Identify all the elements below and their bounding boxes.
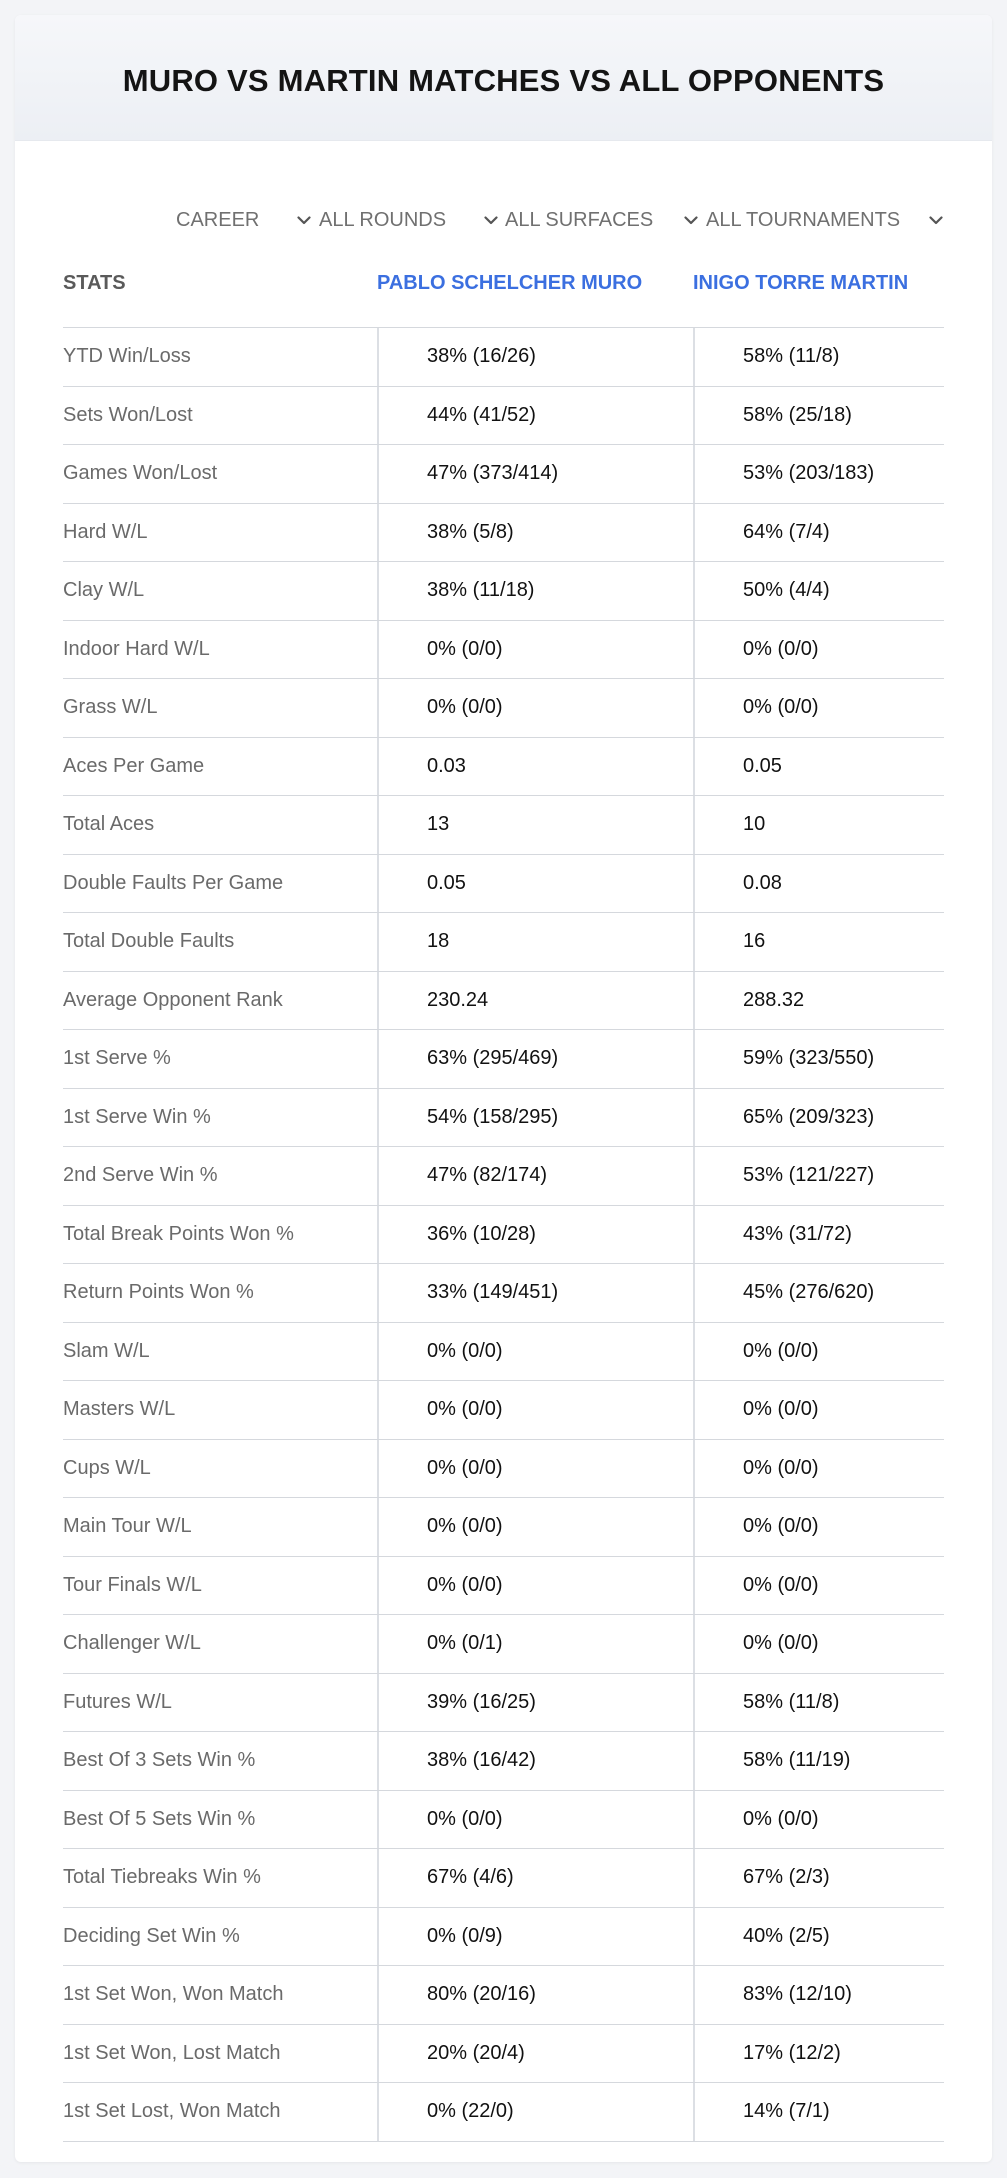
player2-value: 53% (121/227): [693, 1147, 944, 1205]
player1-value: 0% (0/0): [377, 621, 693, 679]
player2-value: 58% (11/8): [693, 1674, 944, 1732]
player1-value: 0% (0/0): [377, 1323, 693, 1381]
table-header: [63, 253, 944, 328]
table-row: [63, 504, 944, 563]
table-body: [63, 328, 944, 2142]
stat-label: 1st Set Won, Won Match: [63, 1983, 284, 2006]
chevron-down-icon: [483, 212, 499, 228]
table-row: [63, 1674, 944, 1733]
filter-rounds-dropdown[interactable]: [319, 200, 499, 240]
player2-value: 59% (323/550): [693, 1030, 944, 1088]
table-row: [63, 1381, 944, 1440]
filter-label: ALL ROUNDS: [319, 208, 447, 231]
chevron-down-icon: [683, 212, 699, 228]
table-row: [63, 1908, 944, 1967]
table-row: [63, 1147, 944, 1206]
stat-label: Best Of 5 Sets Win %: [63, 1807, 256, 1830]
player1-value: 38% (11/18): [377, 562, 693, 620]
table-row: [63, 855, 944, 914]
stats-card: [15, 15, 992, 2162]
stat-label: Clay W/L: [63, 579, 145, 602]
filter-bar: [15, 200, 992, 240]
stat-label: 1st Set Lost, Won Match: [63, 2100, 281, 2123]
stat-label: Total Break Points Won %: [63, 1222, 294, 1245]
player2-value: 67% (2/3): [693, 1849, 944, 1907]
player2-value: 0% (0/0): [693, 621, 944, 679]
table-row: [63, 1264, 944, 1323]
table-row: [63, 1732, 944, 1791]
player1-value: 20% (20/4): [377, 2025, 693, 2083]
table-row: [63, 328, 944, 387]
player1-value: 38% (16/42): [377, 1732, 693, 1790]
player1-value: 33% (149/451): [377, 1264, 693, 1322]
table-row: [63, 1498, 944, 1557]
table-row: [63, 387, 944, 446]
player1-value: 44% (41/52): [377, 387, 693, 445]
player2-value: 0% (0/0): [693, 1323, 944, 1381]
card-header: [15, 15, 992, 141]
stat-label: Challenger W/L: [63, 1632, 201, 1655]
player2-value: 40% (2/5): [693, 1908, 944, 1966]
player2-value: 83% (12/10): [693, 1966, 944, 2024]
table-row: [63, 1089, 944, 1148]
player1-value: 18: [377, 913, 693, 971]
chevron-down-icon: [928, 212, 944, 228]
filter-label: CAREER: [176, 208, 260, 231]
player2-value: 58% (25/18): [693, 387, 944, 445]
table-row: [63, 1557, 944, 1616]
player2-value: 14% (7/1): [693, 2083, 944, 2141]
player2-value: 64% (7/4): [693, 504, 944, 562]
stat-label: Double Faults Per Game: [63, 871, 284, 894]
table-row: [63, 445, 944, 504]
player2-value: 58% (11/8): [693, 328, 944, 386]
table-row: [63, 972, 944, 1031]
table-row: [63, 679, 944, 738]
player2-value: 65% (209/323): [693, 1089, 944, 1147]
table-row: [63, 738, 944, 797]
player1-value: 36% (10/28): [377, 1206, 693, 1264]
stat-label: Sets Won/Lost: [63, 403, 193, 426]
table-row: [63, 2083, 944, 2142]
player1-value: 0.05: [377, 855, 693, 913]
chevron-down-icon: [296, 212, 312, 228]
table-row: [63, 1849, 944, 1908]
player2-link[interactable]: INIGO TORRE MARTIN: [693, 271, 909, 294]
player1-value: 67% (4/6): [377, 1849, 693, 1907]
filter-surfaces-dropdown[interactable]: [505, 200, 699, 240]
player2-value: 43% (31/72): [693, 1206, 944, 1264]
stat-label: Total Aces: [63, 813, 155, 836]
table-row: [63, 1791, 944, 1850]
player1-value: 38% (5/8): [377, 504, 693, 562]
player1-value: 230.24: [377, 972, 693, 1030]
player2-value: 0% (0/0): [693, 1557, 944, 1615]
stats-table: [63, 253, 944, 2142]
filter-tournaments-dropdown[interactable]: [706, 200, 944, 240]
player1-value: 0% (0/1): [377, 1615, 693, 1673]
player1-value: 0% (0/0): [377, 1498, 693, 1556]
stat-label: Aces Per Game: [63, 754, 205, 777]
stat-label: Deciding Set Win %: [63, 1924, 240, 1947]
player1-value: 47% (82/174): [377, 1147, 693, 1205]
player1-value: 63% (295/469): [377, 1030, 693, 1088]
player1-link[interactable]: PABLO SCHELCHER MURO: [377, 271, 643, 294]
player1-value: 0% (0/0): [377, 1440, 693, 1498]
table-row: [63, 621, 944, 680]
stat-label: Masters W/L: [63, 1398, 176, 1421]
stat-label: Slam W/L: [63, 1339, 150, 1362]
stat-label: Futures W/L: [63, 1690, 172, 1713]
player2-value: 58% (11/19): [693, 1732, 944, 1790]
stat-label: Return Points Won %: [63, 1281, 254, 1304]
table-row: [63, 913, 944, 972]
stat-label: Tour Finals W/L: [63, 1573, 202, 1596]
player2-value: 17% (12/2): [693, 2025, 944, 2083]
player1-value: 0% (0/0): [377, 1381, 693, 1439]
stat-label: Games Won/Lost: [63, 462, 218, 485]
player1-value: 38% (16/26): [377, 328, 693, 386]
stat-label: 1st Serve Win %: [63, 1105, 211, 1128]
stat-label: Grass W/L: [63, 696, 158, 719]
table-row: [63, 1440, 944, 1499]
player1-value: 0% (22/0): [377, 2083, 693, 2141]
stat-label: Total Double Faults: [63, 930, 235, 953]
stat-label: Total Tiebreaks Win %: [63, 1866, 261, 1889]
player2-value: 10: [693, 796, 944, 854]
player2-value: 0.05: [693, 738, 944, 796]
stat-label: 2nd Serve Win %: [63, 1164, 218, 1187]
stat-label: Indoor Hard W/L: [63, 637, 210, 660]
player1-value: 39% (16/25): [377, 1674, 693, 1732]
table-row: [63, 796, 944, 855]
player1-value: 54% (158/295): [377, 1089, 693, 1147]
table-row: [63, 1966, 944, 2025]
player2-value: 0% (0/0): [693, 1615, 944, 1673]
column-header-stats: STATS: [63, 271, 126, 294]
filter-label: ALL SURFACES: [505, 208, 654, 231]
filter-label: ALL TOURNAMENTS: [706, 208, 901, 231]
table-row: [63, 2025, 944, 2084]
player2-value: 45% (276/620): [693, 1264, 944, 1322]
stat-label: Main Tour W/L: [63, 1515, 192, 1538]
table-row: [63, 1615, 944, 1674]
player2-value: 0% (0/0): [693, 679, 944, 737]
page-title: MURO VS MARTIN MATCHES VS ALL OPPONENTS: [122, 62, 885, 98]
filter-career-dropdown[interactable]: [176, 200, 312, 240]
player2-value: 0% (0/0): [693, 1791, 944, 1849]
player2-value: 50% (4/4): [693, 562, 944, 620]
stat-label: Best Of 3 Sets Win %: [63, 1749, 256, 1772]
stat-label: YTD Win/Loss: [63, 345, 191, 368]
table-row: [63, 562, 944, 621]
player1-value: 0% (0/0): [377, 1557, 693, 1615]
player1-value: 13: [377, 796, 693, 854]
table-row: [63, 1030, 944, 1089]
player2-value: 0% (0/0): [693, 1440, 944, 1498]
player2-value: 16: [693, 913, 944, 971]
player1-value: 0% (0/9): [377, 1908, 693, 1966]
player2-value: 0% (0/0): [693, 1498, 944, 1556]
table-row: [63, 1206, 944, 1265]
player1-value: 47% (373/414): [377, 445, 693, 503]
player1-value: 0% (0/0): [377, 679, 693, 737]
player2-value: 0.08: [693, 855, 944, 913]
stat-label: Cups W/L: [63, 1456, 151, 1479]
player2-value: 0% (0/0): [693, 1381, 944, 1439]
player1-value: 0.03: [377, 738, 693, 796]
stat-label: Average Opponent Rank: [63, 988, 283, 1011]
player1-value: 0% (0/0): [377, 1791, 693, 1849]
player2-value: 288.32: [693, 972, 944, 1030]
stat-label: 1st Serve %: [63, 1047, 171, 1070]
player2-value: 53% (203/183): [693, 445, 944, 503]
table-row: [63, 1323, 944, 1382]
stat-label: 1st Set Won, Lost Match: [63, 2041, 281, 2064]
player1-value: 80% (20/16): [377, 1966, 693, 2024]
stat-label: Hard W/L: [63, 520, 148, 543]
